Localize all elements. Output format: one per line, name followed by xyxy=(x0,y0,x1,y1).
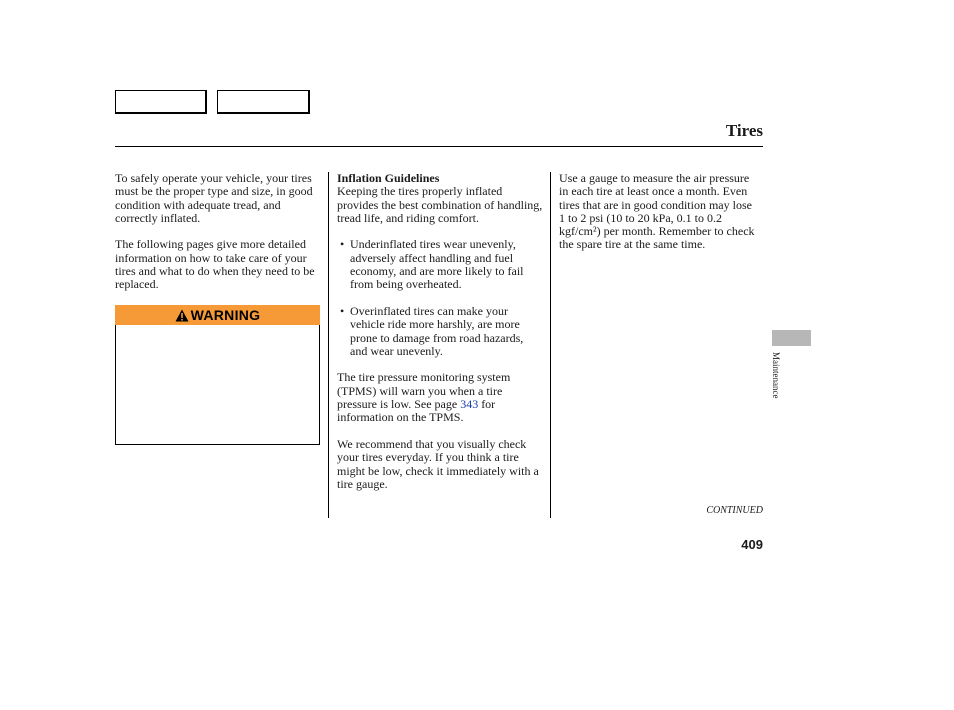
tpms-text-after: for information on the TPMS. xyxy=(337,397,496,425)
nav-box-2[interactable] xyxy=(217,90,310,114)
page-number: 409 xyxy=(741,537,763,552)
page-title: Tires xyxy=(725,121,763,140)
warning-box xyxy=(115,325,320,445)
tpms-text-before: The tire pressure monitoring system (TPMS) will warn you when a tire pressure is low. See page xyxy=(337,370,511,412)
column-divider-1 xyxy=(328,172,329,518)
tpms-paragraph xyxy=(337,371,543,424)
column-1 xyxy=(115,172,321,305)
column-3 xyxy=(559,172,759,265)
list-item xyxy=(337,305,543,358)
warning-label: WARNING xyxy=(190,307,261,323)
warning-triangle-icon xyxy=(175,309,189,322)
column-divider-2 xyxy=(550,172,551,518)
recommend-paragraph: We recommend that you visually check your tires everyday. If you think a tire might be low, check it immediately with a tire gauge. xyxy=(337,436,539,491)
tpms-page-link[interactable]: 343 xyxy=(460,397,479,412)
bullet-text: Overinflated tires can make your vehicle ride more harshly, are more prone to damage from road hazards, and wear unevenly. xyxy=(350,303,524,358)
bullet-text: Underinflated tires wear unevenly, adversely affect handling and fuel economy, and are more likely to fail from being overheated. xyxy=(350,237,524,292)
section-side-label: Maintenance xyxy=(771,352,781,399)
nav-box-1[interactable] xyxy=(115,90,207,114)
column-2 xyxy=(337,172,543,504)
bullet-dot: • xyxy=(340,237,345,252)
intro-paragraph: To safely operate your vehicle, your tires must be the proper type and size, in good condition with adequate tread, and correctly inflated. xyxy=(115,171,313,225)
list-item xyxy=(337,238,543,291)
inflation-guidelines-heading: Inflation Guidelines xyxy=(337,171,440,185)
gauge-paragraph: Use a gauge to measure the air pressure in each tire at least once a month. Even tires that are in good condition may lose 1 to 2 psi (10 to 20 kPa, 0.1 to 0.2 kgf/cm²) per month. Remember to check the spare tire at the same time. xyxy=(559,171,755,252)
section-tab-marker[interactable] xyxy=(772,330,811,346)
bullet-dot: • xyxy=(340,303,345,318)
care-paragraph: The following pages give more detailed information on how to take care of your tires and what to do when they need to be replaced. xyxy=(115,237,315,292)
continued-label: CONTINUED xyxy=(706,505,763,516)
header-rule xyxy=(115,146,763,147)
warning-header xyxy=(115,305,320,325)
inflation-intro: Keeping the tires properly inflated provides the best combination of handling, tread life, and riding comfort. xyxy=(337,184,543,225)
inflation-bullet-list xyxy=(337,238,543,358)
